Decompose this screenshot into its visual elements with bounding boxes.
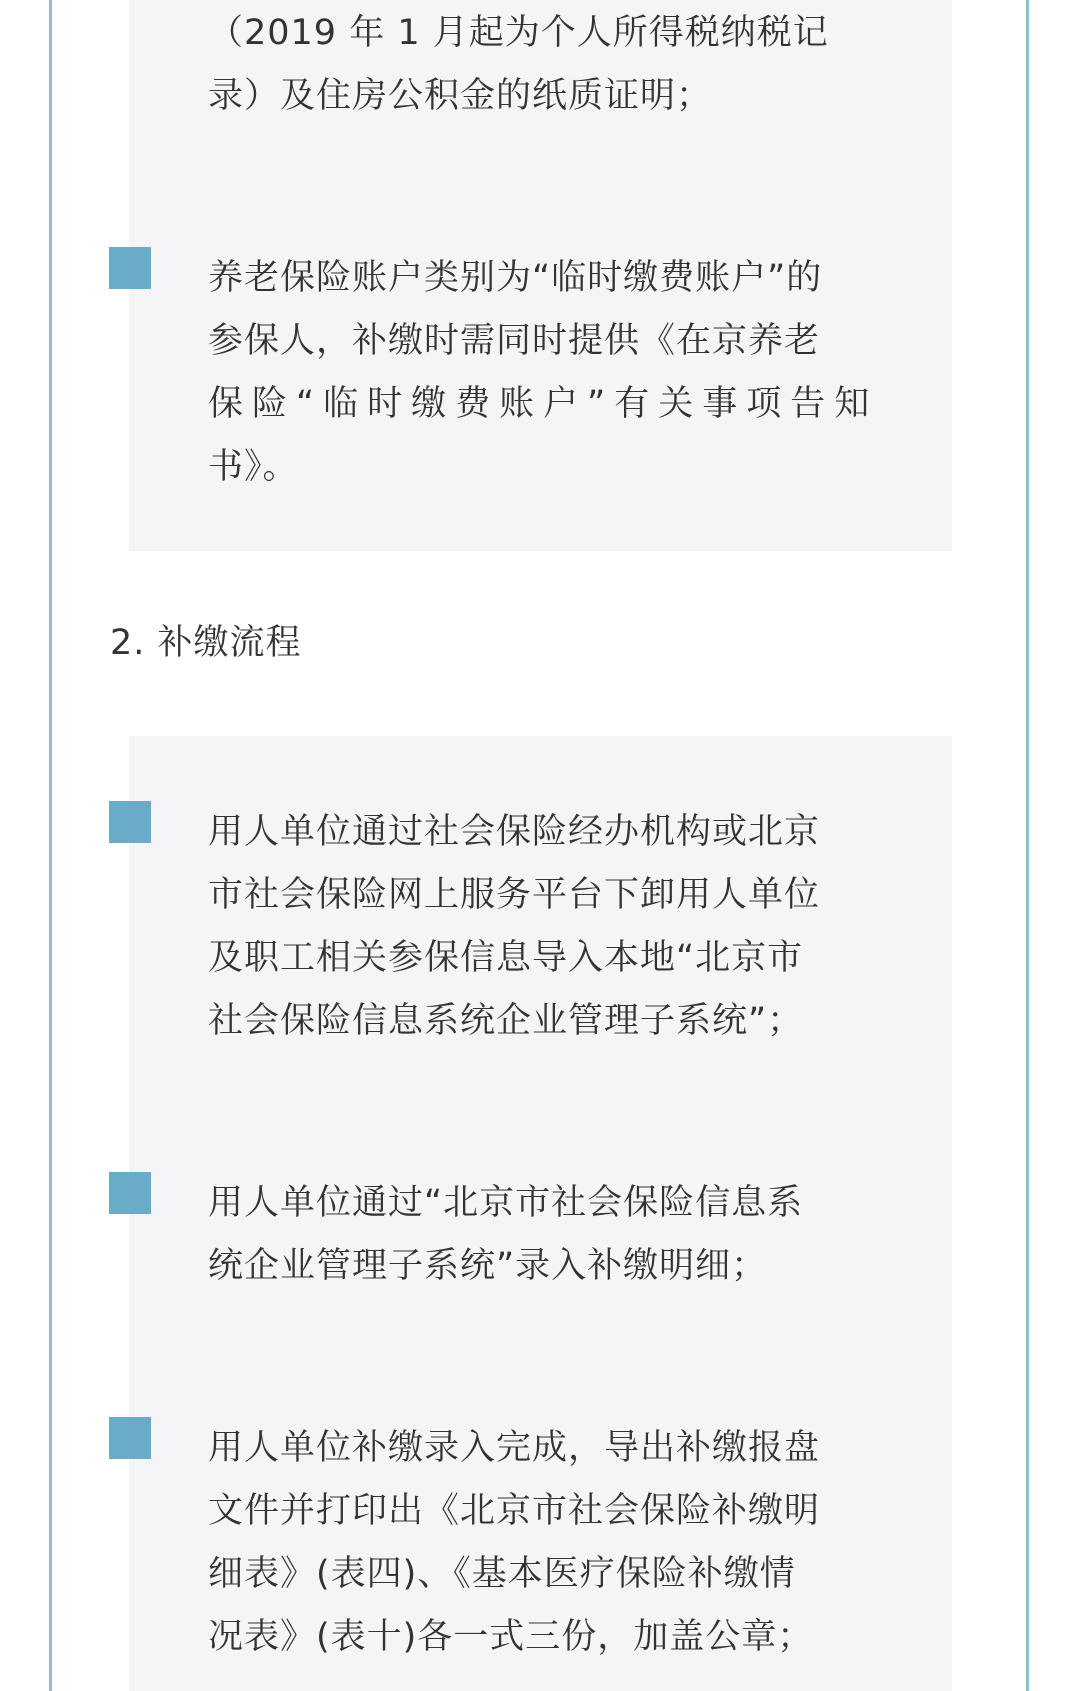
frame-border-right (1026, 0, 1029, 1691)
text-line: 细表》(表四)、《基本医疗保险补缴情 (208, 1554, 796, 1594)
text-line: 文件并打印出《北京市社会保险补缴明 (208, 1491, 821, 1531)
text-line: 市社会保险网上服务平台下卸用人单位 (208, 875, 821, 915)
text-line: 书》。 (208, 447, 299, 487)
section-heading: 2. 补缴流程 (110, 623, 302, 663)
frame-border-left (49, 0, 52, 1691)
text-line: 社会保险信息系统企业管理子系统”； (208, 1001, 804, 1041)
square-bullet-icon (109, 247, 151, 289)
text-line: 用人单位通过社会保险经办机构或北京 (208, 812, 821, 852)
text-line: 养老保险账户类别为“临时缴费账户”的 (208, 258, 823, 298)
list-item-text (208, 801, 880, 1053)
text-line: 用人单位补缴录入完成，导出补缴报盘 (208, 1428, 821, 1468)
text-line: 统企业管理子系统”录入补缴明细； (208, 1246, 768, 1286)
square-bullet-icon (109, 1172, 151, 1214)
list-item-text (208, 247, 880, 499)
text-line: 况表》(表十)各一式三份，加盖公章； (208, 1617, 814, 1657)
square-bullet-icon (109, 1417, 151, 1459)
list-item-text (208, 1417, 880, 1669)
square-bullet-icon (109, 801, 151, 843)
text-line: （2019 年 1 月起为个人所得税纳税记 (208, 13, 829, 53)
text-line: 保险“临时缴费账户”有关事项告知 (208, 384, 879, 424)
text-line: 录）及住房公积金的纸质证明； (208, 76, 713, 116)
list-item-text (208, 2, 880, 128)
text-line: 用人单位通过“北京市社会保险信息系 (208, 1183, 804, 1223)
text-line: 参保人，补缴时需同时提供《在京养老 (208, 321, 821, 361)
text-line: 及职工相关参保信息导入本地“北京市 (208, 938, 804, 978)
list-item-text (208, 1172, 880, 1298)
